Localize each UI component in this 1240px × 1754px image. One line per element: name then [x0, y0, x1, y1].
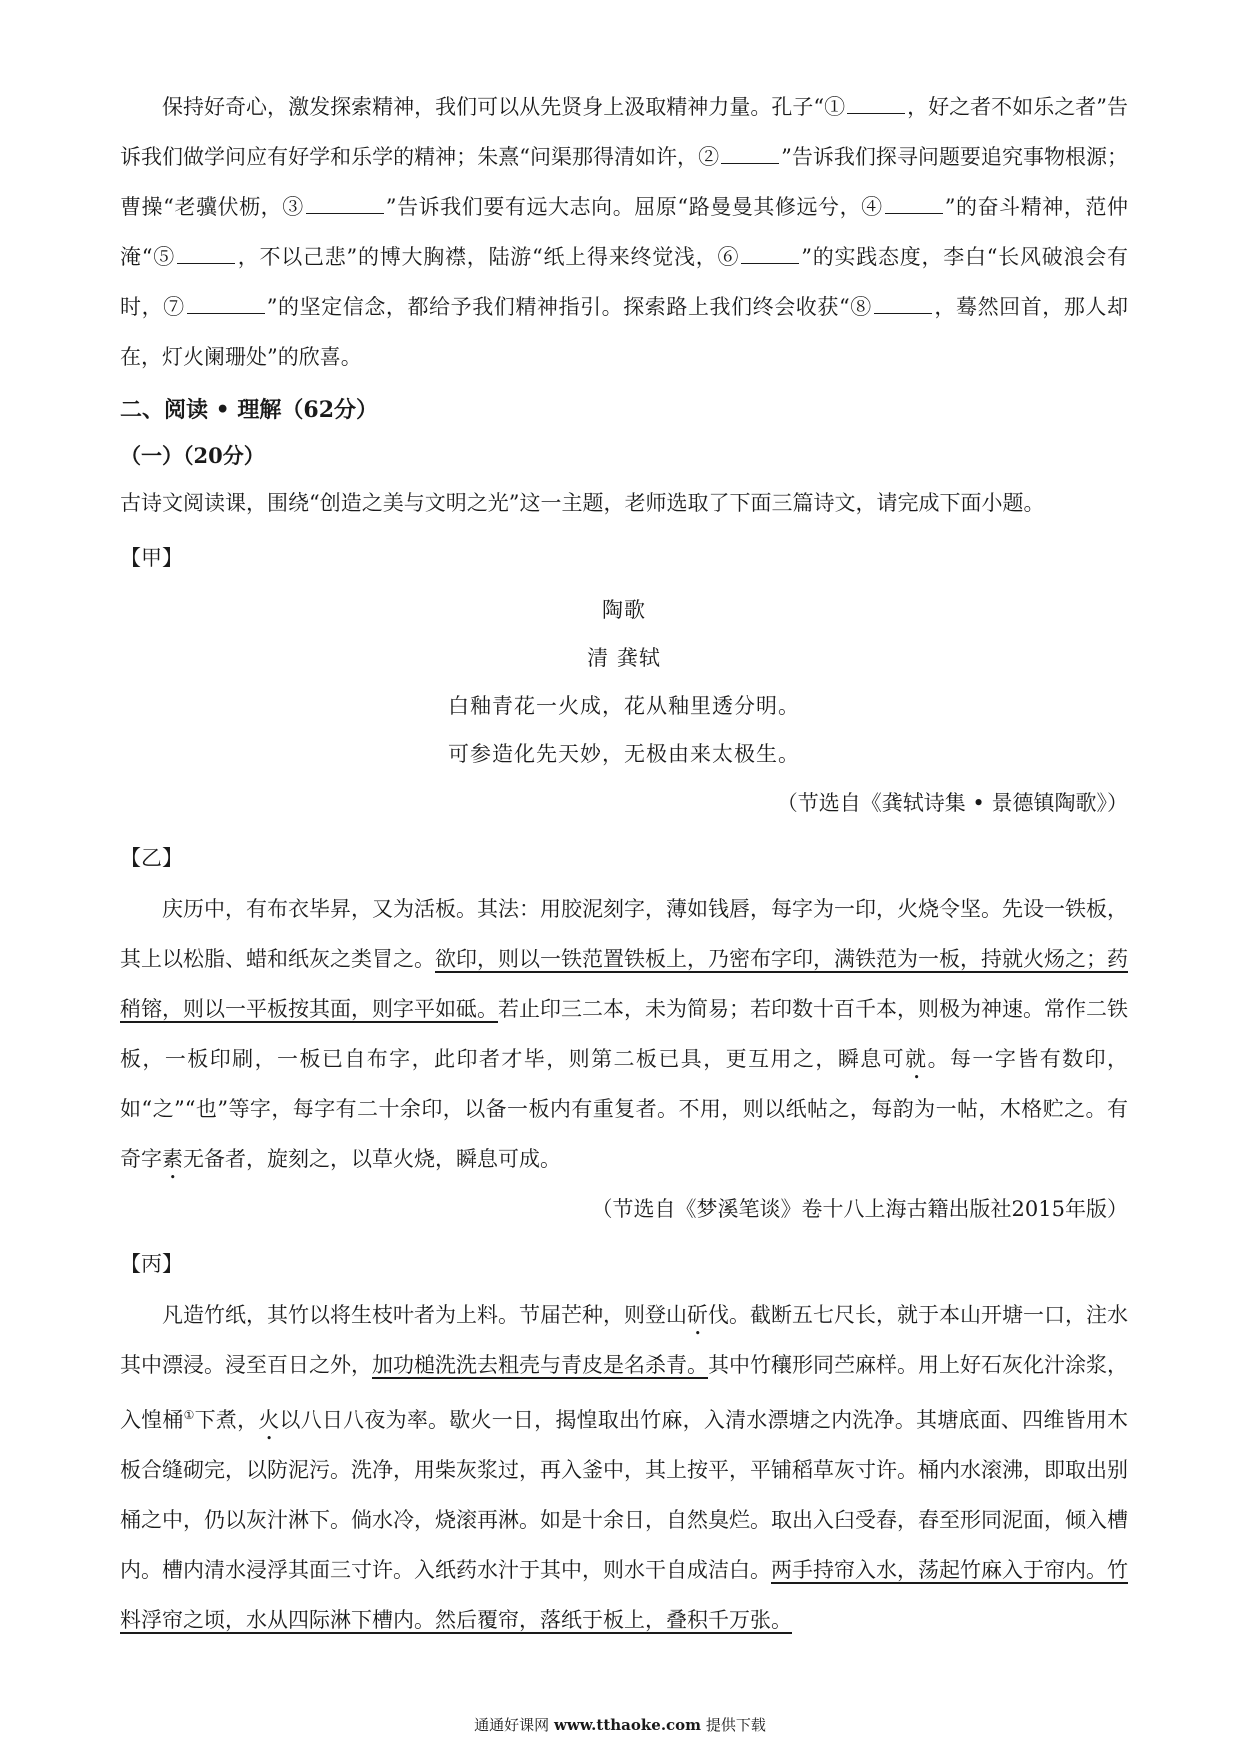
- fill-blank-passage: [120, 82, 1128, 382]
- passage-text: 以八日八夜为率。歇火一日，揭惶取出竹麻，入清水漂塘之内洗净。其塘底面、四维皆用木板合缝砌完，以防泥污。洗净，用柴灰浆过，再入釜中，其上按平，平铺稻草灰寸许。桶内水滚沸，即取出别桶之中，仍以灰汁淋下。倘水冷，烧滚再淋。如是十余日，自然臭烂。取出入臼受舂，舂至形同泥面，倾入槽内。槽内清水浸浮其面三寸许。入纸药水汁于其中，则水干自成洁白。: [120, 1408, 1129, 1582]
- dotted-character: 斫: [687, 1303, 708, 1327]
- text-label-bing: 【丙】: [120, 1252, 183, 1276]
- poem-author: 清 龚轼: [587, 646, 661, 670]
- passage-text: 。每一字皆有数印，如“之”“也”等字，每字有二十余印，以备一板内有重复者。不用，则以纸帖之，每韵为一帖，木格贮之。有奇字: [120, 1047, 1129, 1171]
- passage-text: 无备者，旋刻之，以草火烧，瞬息可成。: [183, 1147, 561, 1171]
- dotted-character: 火: [258, 1408, 280, 1432]
- blank-6[interactable]: [741, 241, 799, 264]
- passage-text: ”的坚定信念，都给予我们精神指引。探索路上我们终会收获“⑧: [266, 295, 872, 319]
- page-footer: [0, 1714, 1240, 1735]
- blank-8[interactable]: [874, 291, 932, 314]
- passage-text: 保持好奇心，激发探索精神，我们可以从先贤身上汲取精神力量。孔子“①: [162, 95, 846, 119]
- footer-url[interactable]: www.tthaoke.com: [553, 1716, 702, 1734]
- underlined-sentence: 两手持帘入水，荡起竹麻入于帘内。竹料浮帘之顷，水从四际淋下槽内。然后覆帘，落纸于板上，叠积千万张。: [120, 1558, 1128, 1632]
- passage-text: ”的奋斗精神，范仲淹“⑤: [120, 195, 1128, 269]
- text-label-jia: 【甲】: [120, 546, 183, 570]
- poem-title: 陶歌: [602, 598, 646, 622]
- passage-text: 庆历中，有布衣毕昇，又为活板。其法：用胶泥刻字，薄如钱唇，每字为一印，火烧令坚。先设一铁板，其上以松脂、蜡和纸灰之类冒之。: [120, 897, 1128, 971]
- footer-suffix: 提供下载: [705, 1716, 766, 1734]
- passage-text: 凡造竹纸，其竹以将生枝叶者为上料。节届芒种，则登山: [162, 1303, 687, 1327]
- page-content: [120, 82, 1128, 1645]
- passage-text: ”告诉我们探寻问题要追究事物根源；曹操“老骥伏枥，③: [120, 145, 1129, 219]
- passage-text: ，好之者不如乐之者”告诉我们做学问应有好学和乐学的精神；朱熹“问渠那得清如许，②: [120, 95, 1128, 169]
- passage-text: ，不以己悲”的博大胸襟，陆游“纸上得来终觉浅，⑥: [237, 245, 740, 269]
- section-heading: 二、阅读 • 理解（62分）: [120, 397, 378, 423]
- passage-text: 伐。截断五七尺长，就于本山开塘一口，注水其中漂浸。浸至百日之外，: [120, 1303, 1128, 1377]
- poem-line-1: 白釉青花一火成，花从釉里透分明。: [448, 694, 800, 718]
- source-citation-yi: （节选自《梦溪笔谈》卷十八上海古籍出版社2015年版）: [591, 1197, 1128, 1221]
- blank-7[interactable]: [187, 291, 265, 314]
- blank-1[interactable]: [847, 91, 905, 114]
- footnote-marker: ①: [183, 1408, 195, 1422]
- blank-5[interactable]: [177, 241, 235, 264]
- blank-4[interactable]: [885, 191, 943, 214]
- source-citation-jia: （节选自《龚轼诗集 • 景德镇陶歌》）: [776, 791, 1128, 815]
- underlined-sentence: 欲印，则以一铁范置铁板上，乃密布字印，满铁范为一板，持就火炀之；药稍镕，则以一平板按其面，则字平如砥。: [120, 947, 1128, 1021]
- subsection-heading: （一）（20分）: [120, 443, 265, 468]
- passage-yi: [120, 884, 1128, 1184]
- poem-line-2: 可参造化先天妙，无极由来太极生。: [448, 742, 800, 766]
- passage-text: 其中竹穰形同苎麻样。用上好石灰化汁涂浆，入惶桶: [120, 1353, 1128, 1432]
- blank-2[interactable]: [721, 141, 779, 164]
- text-label-yi: 【乙】: [120, 846, 183, 870]
- passage-text: 下煮，: [194, 1408, 259, 1432]
- passage-text: ”的实践态度，李白“长风破浪会有时，⑦: [120, 245, 1128, 319]
- passage-text: ”告诉我们要有远大志向。屈原“路曼曼其修远兮，④: [385, 195, 883, 219]
- footer-site-name: 通通好课网: [474, 1716, 550, 1734]
- dotted-character: 就: [905, 1047, 928, 1071]
- reading-intro: 古诗文阅读课，围绕“创造之美与文明之光”这一主题，老师选取了下面三篇诗文，请完成下面小题。: [120, 491, 1045, 515]
- passage-text: ，蓦然回首，那人却在，灯火阑珊处”的欣喜。: [120, 295, 1129, 369]
- blank-3[interactable]: [306, 191, 384, 214]
- dotted-character: 素: [162, 1147, 183, 1171]
- underlined-sentence: 加功槌洗洗去粗壳与青皮是名杀青。: [372, 1353, 708, 1377]
- passage-bing: [120, 1290, 1128, 1645]
- passage-text: 若止印三二本，未为简易；若印数十百千本，则极为神速。常作二铁板，一板印刷，一板已自布字，此印者才毕，则第二板已具，更互用之，瞬息可: [120, 997, 1128, 1071]
